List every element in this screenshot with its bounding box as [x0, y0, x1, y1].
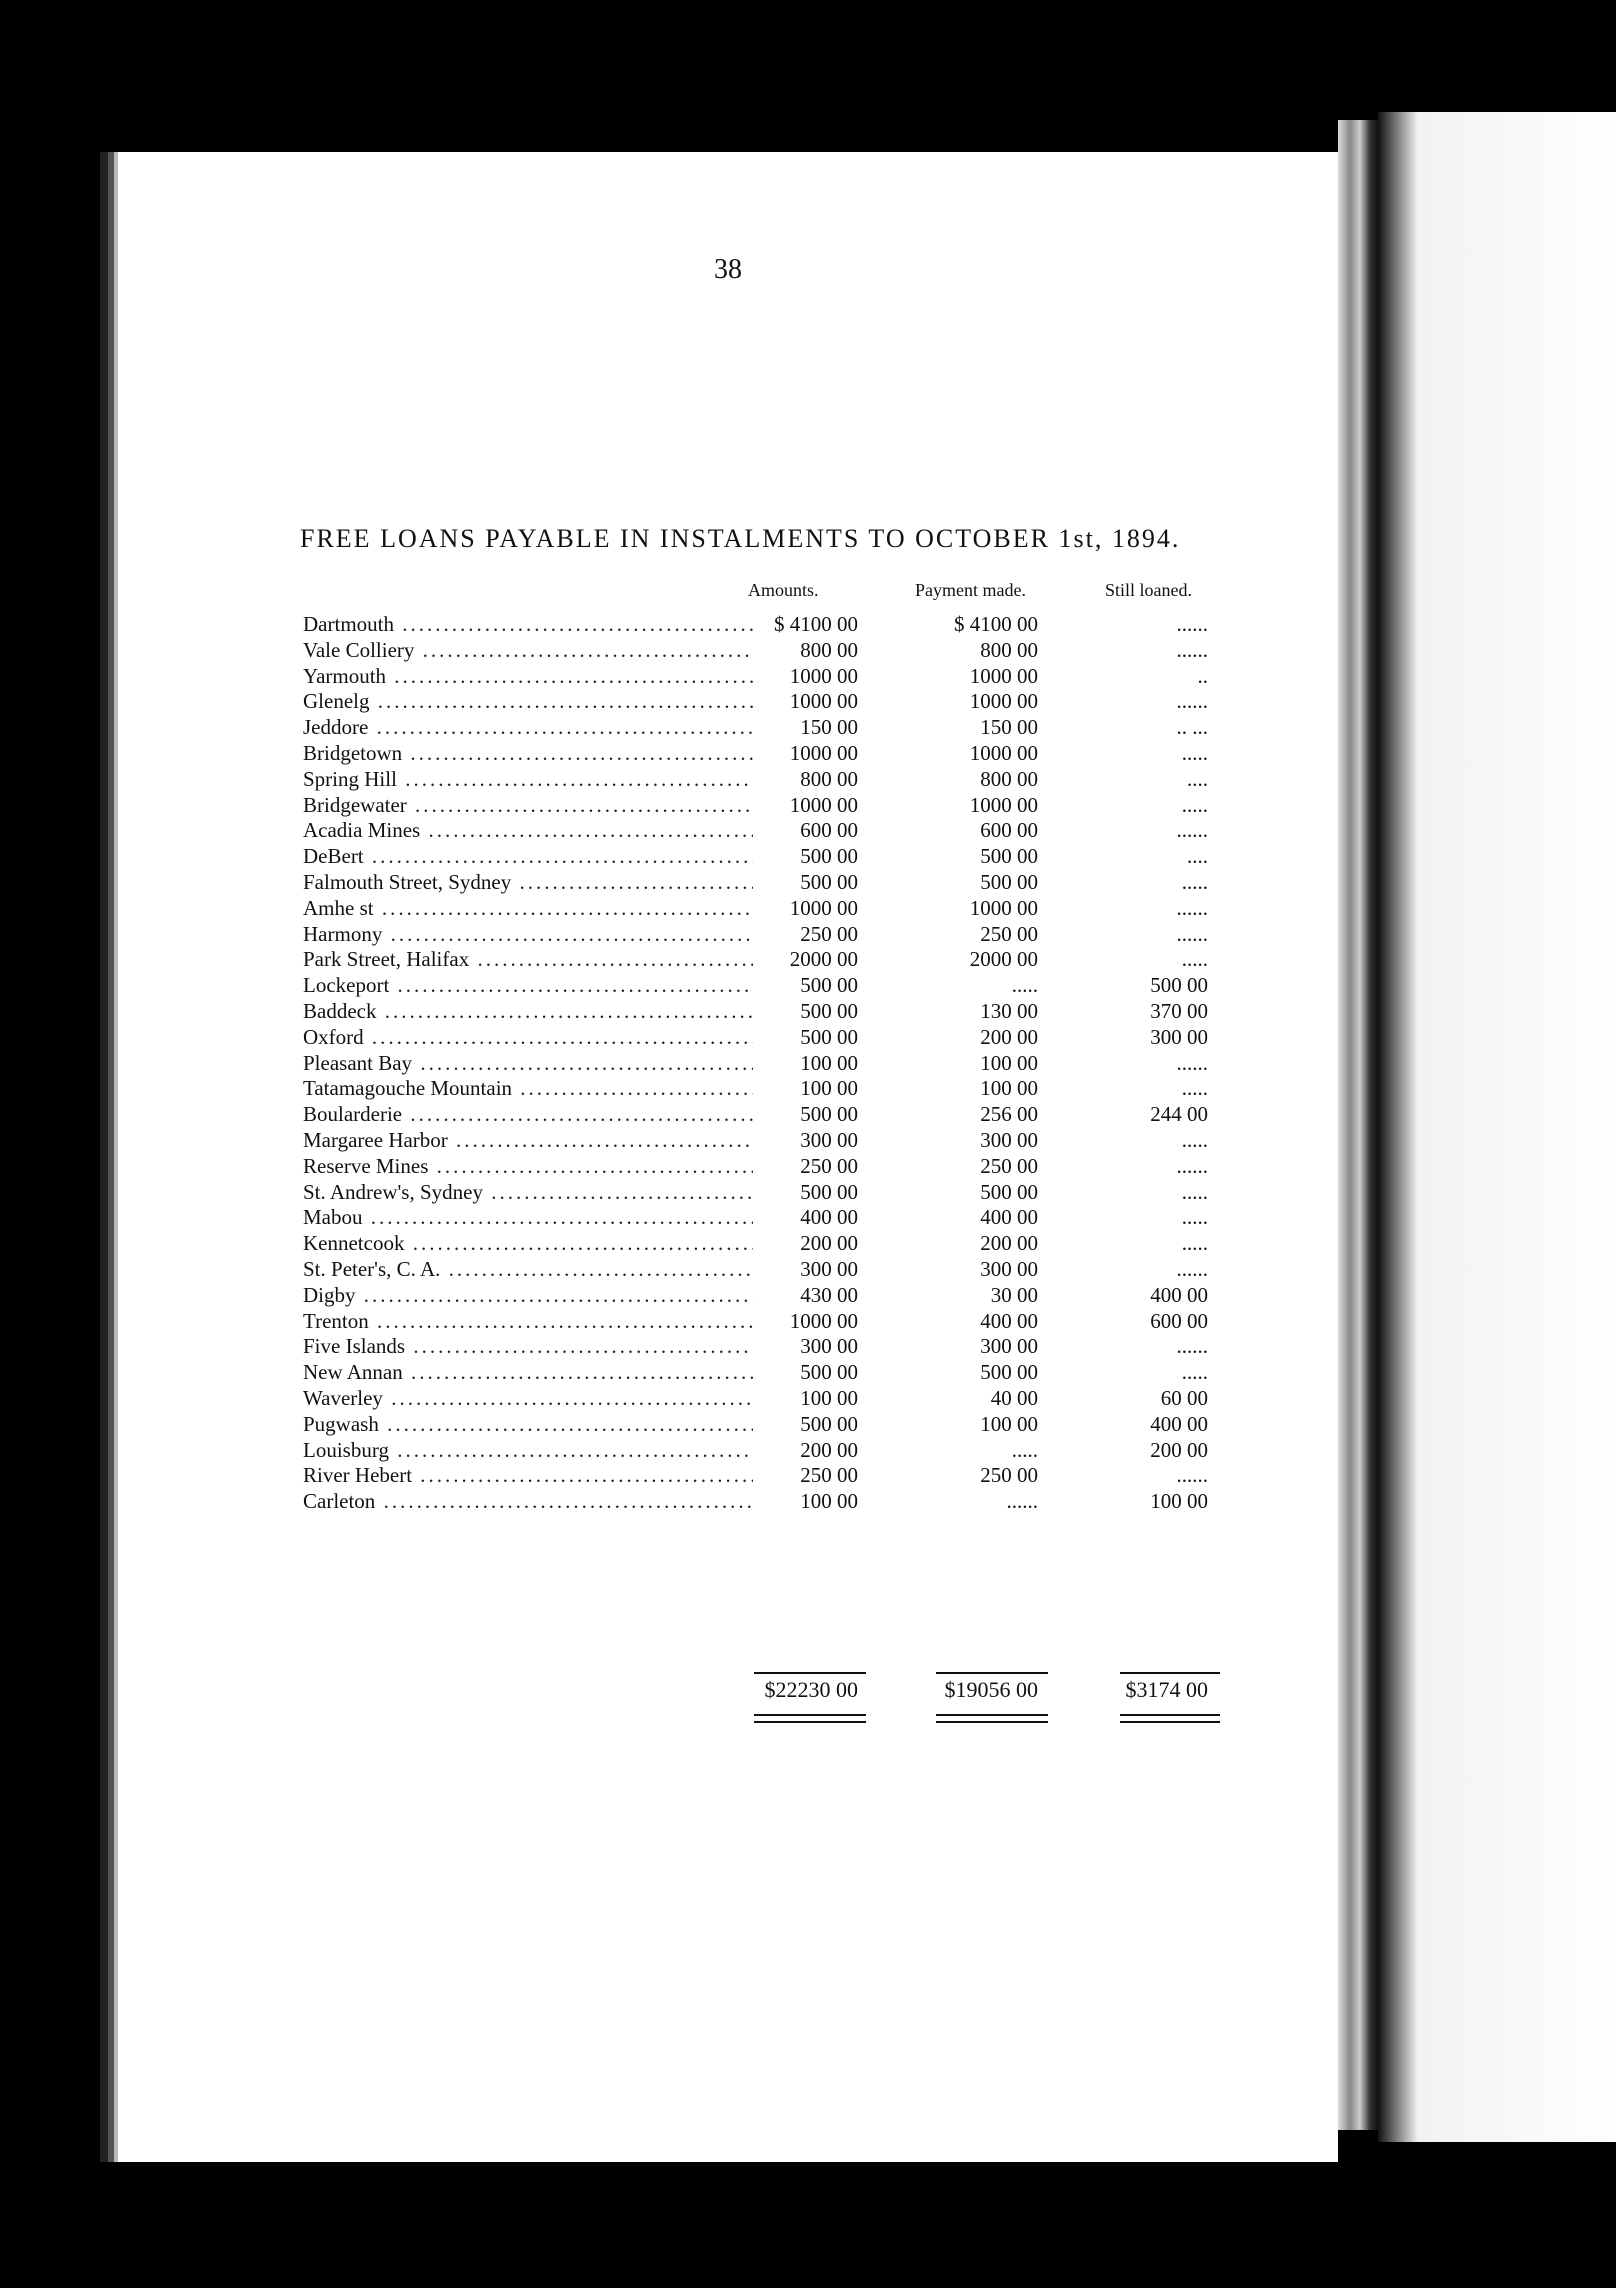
row-name: Vale Colliery .....: [303, 638, 753, 664]
row-name: Tatamagouche Mountain .....: [303, 1076, 753, 1102]
row-name: St. Peter's, C. A. .....: [303, 1257, 753, 1283]
table-row: [118, 973, 1338, 999]
row-amount: 100 00: [800, 1050, 858, 1075]
row-amount: 800 00: [800, 637, 858, 662]
total-payment: $19056 00: [944, 1677, 1038, 1702]
table-row: [118, 715, 1338, 741]
table-row: [118, 689, 1338, 715]
row-amount: 500 00: [800, 869, 858, 894]
table-row: [118, 638, 1338, 664]
table-row: [118, 1489, 1338, 1515]
row-still-loaned: 600 00: [1150, 1308, 1208, 1333]
row-still-loaned: .....: [1181, 1231, 1208, 1256]
row-name: Kennetcook .....: [303, 1231, 753, 1257]
row-still-loaned: 300 00: [1150, 1024, 1208, 1049]
row-still-loaned: ....: [1187, 844, 1208, 869]
row-amount: 250 00: [800, 1463, 858, 1488]
row-name: Acadia Mines .....: [303, 818, 753, 844]
row-name: St. Andrew's, Sydney .....: [303, 1180, 753, 1206]
total-rule-still: [1120, 1672, 1220, 1674]
row-amount: 100 00: [800, 1076, 858, 1101]
table-row: [118, 870, 1338, 896]
row-still-loaned: 244 00: [1150, 1102, 1208, 1127]
row-name: Margaree Harbor .....: [303, 1128, 753, 1154]
row-still-loaned: ......: [1176, 1153, 1208, 1178]
row-payment: 256 00: [980, 1102, 1038, 1127]
row-amount: 2000 00: [789, 947, 858, 972]
row-name: Baddeck .....: [303, 999, 753, 1025]
row-payment: 500 00: [980, 1360, 1038, 1385]
row-name: Digby .....: [303, 1283, 753, 1309]
row-name: Yarmouth .....: [303, 664, 753, 690]
total-rule-payment: [936, 1672, 1048, 1674]
row-amount: $ 4100 00: [774, 612, 858, 636]
row-name: Pugwash .....: [303, 1412, 753, 1438]
row-still-loaned: ......: [1176, 818, 1208, 843]
table-row: [118, 1231, 1338, 1257]
row-amount: 500 00: [800, 998, 858, 1023]
row-payment: $ 4100 00: [954, 612, 1038, 636]
row-still-loaned: ......: [1176, 1050, 1208, 1075]
document-page: [118, 152, 1338, 2162]
row-amount: 250 00: [800, 1153, 858, 1178]
table-row: [118, 1180, 1338, 1206]
row-name: Bridgewater .....: [303, 793, 753, 819]
row-still-loaned: .....: [1181, 740, 1208, 765]
row-payment: 300 00: [980, 1256, 1038, 1281]
row-amount: 1000 00: [789, 689, 858, 714]
table-row: [118, 767, 1338, 793]
row-name: Carleton .....: [303, 1489, 753, 1515]
row-payment: 400 00: [980, 1205, 1038, 1230]
row-still-loaned: .....: [1181, 1360, 1208, 1385]
table-row: [118, 1051, 1338, 1077]
row-still-loaned: ......: [1176, 689, 1208, 714]
table-row: [118, 612, 1338, 638]
row-payment: 500 00: [980, 844, 1038, 869]
row-still-loaned: .....: [1181, 1076, 1208, 1101]
row-payment: 250 00: [980, 921, 1038, 946]
row-name: Lockeport .....: [303, 973, 753, 999]
total-rule-amount: [754, 1672, 866, 1674]
row-payment: 2000 00: [969, 947, 1038, 972]
row-still-loaned: 400 00: [1150, 1411, 1208, 1436]
table-row: [118, 1360, 1338, 1386]
row-amount: 500 00: [800, 1102, 858, 1127]
row-payment: 800 00: [980, 766, 1038, 791]
row-name: New Annan .....: [303, 1360, 753, 1386]
row-payment: .....: [1011, 973, 1038, 998]
header-still-loaned: Still loaned.: [1105, 580, 1192, 600]
row-name: Mabou .....: [303, 1205, 753, 1231]
row-payment: .....: [1011, 1437, 1038, 1462]
row-payment: 250 00: [980, 1153, 1038, 1178]
row-amount: 400 00: [800, 1205, 858, 1230]
row-name: DeBert .....: [303, 844, 753, 870]
table-row: [118, 1154, 1338, 1180]
table-row: [118, 1205, 1338, 1231]
row-still-loaned: ......: [1176, 612, 1208, 636]
row-name: River Hebert .....: [303, 1463, 753, 1489]
row-payment: 200 00: [980, 1231, 1038, 1256]
row-still-loaned: 500 00: [1150, 973, 1208, 998]
table-title: FREE LOANS PAYABLE IN INSTALMENTS TO OCTOBER 1st, 1894.: [300, 524, 1181, 553]
facing-page: [1378, 112, 1616, 2142]
row-name: Falmouth Street, Sydney .....: [303, 870, 753, 896]
row-payment: 1000 00: [969, 663, 1038, 688]
row-amount: 500 00: [800, 973, 858, 998]
table-row: [118, 793, 1338, 819]
row-payment: 30 00: [990, 1282, 1038, 1307]
row-payment: 500 00: [980, 1179, 1038, 1204]
row-name: Boularderie .....: [303, 1102, 753, 1128]
row-amount: 300 00: [800, 1127, 858, 1152]
row-name: Dartmouth .....: [303, 612, 753, 638]
row-name: Park Street, Halifax .....: [303, 947, 753, 973]
table-row: [118, 1257, 1338, 1283]
double-rule-payment: [936, 1714, 1048, 1723]
row-payment: ......: [1006, 1489, 1038, 1514]
double-rule-amount: [754, 1714, 866, 1723]
table-row: [118, 1128, 1338, 1154]
row-amount: 200 00: [800, 1231, 858, 1256]
row-amount: 200 00: [800, 1437, 858, 1462]
row-amount: 800 00: [800, 766, 858, 791]
row-amount: 1000 00: [789, 663, 858, 688]
row-payment: 500 00: [980, 869, 1038, 894]
header-payment-made: Payment made.: [915, 580, 1026, 600]
row-amount: 250 00: [800, 921, 858, 946]
row-payment: 200 00: [980, 1024, 1038, 1049]
row-payment: 250 00: [980, 1463, 1038, 1488]
table-row: [118, 1309, 1338, 1335]
column-headers: [118, 580, 1338, 610]
page-gutter: [1338, 120, 1378, 2130]
row-still-loaned: ......: [1176, 1334, 1208, 1359]
row-still-loaned: ......: [1176, 895, 1208, 920]
double-rule-still: [1120, 1714, 1220, 1723]
total-amount: $22230 00: [764, 1677, 858, 1702]
row-amount: 1000 00: [789, 792, 858, 817]
row-amount: 100 00: [800, 1385, 858, 1410]
table-row: [118, 1076, 1338, 1102]
table-row: [118, 999, 1338, 1025]
table-row: [118, 741, 1338, 767]
row-name: Waverley .....: [303, 1386, 753, 1412]
row-still-loaned: 370 00: [1150, 998, 1208, 1023]
page-number: 38: [714, 254, 742, 285]
row-name: Spring Hill .....: [303, 767, 753, 793]
row-payment: 1000 00: [969, 689, 1038, 714]
row-amount: 150 00: [800, 715, 858, 740]
row-still-loaned: ......: [1176, 1256, 1208, 1281]
row-payment: 400 00: [980, 1308, 1038, 1333]
row-name: Louisburg .....: [303, 1438, 753, 1464]
row-payment: 800 00: [980, 637, 1038, 662]
row-amount: 1000 00: [789, 740, 858, 765]
table-row: [118, 664, 1338, 690]
row-still-loaned: 60 00: [1160, 1385, 1208, 1410]
row-payment: 150 00: [980, 715, 1038, 740]
row-still-loaned: .....: [1181, 792, 1208, 817]
row-still-loaned: .....: [1181, 1127, 1208, 1152]
table-row: [118, 1102, 1338, 1128]
row-payment: 600 00: [980, 818, 1038, 843]
row-still-loaned: ......: [1176, 1463, 1208, 1488]
row-payment: 1000 00: [969, 895, 1038, 920]
header-amounts: Amounts.: [748, 580, 819, 600]
row-name: Oxford .....: [303, 1025, 753, 1051]
row-amount: 500 00: [800, 1179, 858, 1204]
table-row: [118, 1463, 1338, 1489]
row-payment: 100 00: [980, 1411, 1038, 1436]
row-still-loaned: 100 00: [1150, 1489, 1208, 1514]
row-amount: 500 00: [800, 1360, 858, 1385]
table-row: [118, 896, 1338, 922]
row-payment: 130 00: [980, 998, 1038, 1023]
row-payment: 300 00: [980, 1127, 1038, 1152]
table-row: [118, 1334, 1338, 1360]
row-payment: 1000 00: [969, 740, 1038, 765]
row-still-loaned: ......: [1176, 637, 1208, 662]
row-payment: 40 00: [990, 1385, 1038, 1410]
row-amount: 500 00: [800, 844, 858, 869]
row-name: Five Islands .....: [303, 1334, 753, 1360]
row-name: Reserve Mines .....: [303, 1154, 753, 1180]
table-row: [118, 947, 1338, 973]
row-payment: 300 00: [980, 1334, 1038, 1359]
row-name: Glenelg .....: [303, 689, 753, 715]
table-row: [118, 1412, 1338, 1438]
row-name: Harmony .....: [303, 922, 753, 948]
table-row: [118, 1386, 1338, 1412]
row-name: Pleasant Bay .....: [303, 1051, 753, 1077]
row-payment: 100 00: [980, 1050, 1038, 1075]
row-amount: 600 00: [800, 818, 858, 843]
row-amount: 300 00: [800, 1256, 858, 1281]
row-name: Jeddore .....: [303, 715, 753, 741]
row-name: Bridgetown .....: [303, 741, 753, 767]
row-still-loaned: .....: [1181, 869, 1208, 894]
table-row: [118, 1438, 1338, 1464]
row-name: Trenton .....: [303, 1309, 753, 1335]
table-row: [118, 922, 1338, 948]
row-amount: 1000 00: [789, 1308, 858, 1333]
table-row: [118, 818, 1338, 844]
row-amount: 300 00: [800, 1334, 858, 1359]
table-row: [118, 1025, 1338, 1051]
row-amount: 500 00: [800, 1411, 858, 1436]
row-still-loaned: ......: [1176, 921, 1208, 946]
row-amount: 500 00: [800, 1024, 858, 1049]
row-name: Amhe st .....: [303, 896, 753, 922]
loan-table: [118, 612, 1338, 1515]
row-amount: 100 00: [800, 1489, 858, 1514]
row-still-loaned: 200 00: [1150, 1437, 1208, 1462]
table-row: [118, 1283, 1338, 1309]
row-amount: 1000 00: [789, 895, 858, 920]
row-amount: 430 00: [800, 1282, 858, 1307]
table-row: [118, 844, 1338, 870]
row-payment: 100 00: [980, 1076, 1038, 1101]
row-still-loaned: ....: [1187, 766, 1208, 791]
totals-row: [118, 1677, 1338, 1717]
row-still-loaned: .....: [1181, 1179, 1208, 1204]
row-still-loaned: ..: [1197, 663, 1208, 688]
row-still-loaned: .. ...: [1176, 715, 1208, 740]
total-still-loaned: $3174 00: [1125, 1677, 1208, 1702]
row-still-loaned: .....: [1181, 1205, 1208, 1230]
row-still-loaned: .....: [1181, 947, 1208, 972]
row-payment: 1000 00: [969, 792, 1038, 817]
row-still-loaned: 400 00: [1150, 1282, 1208, 1307]
